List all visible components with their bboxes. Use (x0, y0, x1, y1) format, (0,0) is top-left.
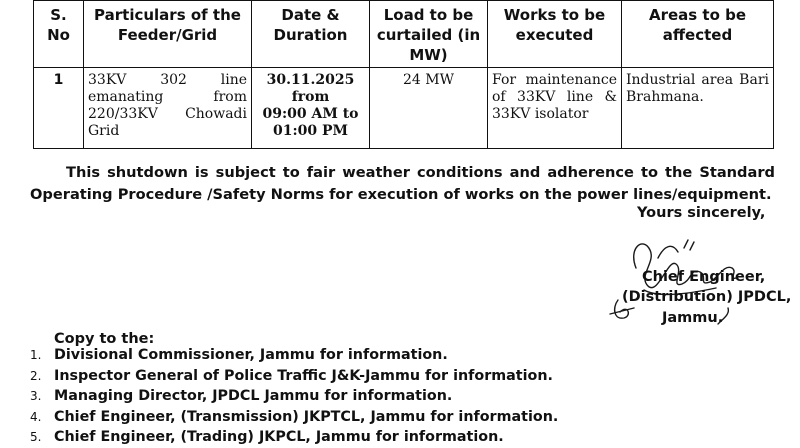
list-item (30, 386, 558, 407)
cell-areas: Industrial area Bari Brahmana. (622, 68, 774, 149)
time-from: 09:00 AM to (262, 106, 359, 122)
header-areas: Areas to be affected (622, 1, 774, 68)
closing-salutation: Yours sincerely, (637, 205, 766, 221)
copy-to-title: Copy to the: (54, 331, 155, 347)
cell-particulars: 33KV 302 line emanating from 220/33KV Chowadi Grid (84, 68, 252, 149)
item-number: 5. (30, 430, 42, 444)
cell-load: 24 MW (370, 68, 488, 149)
item-text: Chief Engineer, (Transmission) JKPTCL, Jammu for information. (54, 408, 559, 425)
signatory-designation: Chief Engineer, (642, 269, 766, 285)
item-text: Divisional Commissioner, Jammu for information. (54, 347, 448, 363)
cell-date-duration (252, 68, 370, 149)
header-particulars: Particulars of the Feeder/Grid (84, 1, 252, 68)
item-text: Inspector General of Police Traffic J&K-Jammu for information. (54, 367, 553, 384)
item-text: Managing Director, JPDCL Jammu for information. (54, 388, 453, 404)
shutdown-schedule-table (33, 0, 774, 149)
list-item (30, 427, 558, 448)
shutdown-note: This shutdown is subject to fair weather conditions and adherence to the Standard Operating Procedure /Safety Norms for execution of works on the power lines/equipment. (30, 164, 775, 203)
cell-works: For maintenance of 33KV line & 33KV isolator (488, 68, 622, 149)
table-row (34, 68, 774, 149)
header-date-duration: Date & Duration (252, 1, 370, 68)
from-label: from (291, 89, 330, 105)
item-number: 2. (30, 368, 42, 383)
list-item (30, 345, 558, 366)
header-load: Load to be curtailed (in MW) (370, 1, 488, 68)
cell-sno: 1 (34, 68, 84, 149)
signatory-location: Jammu. (662, 310, 724, 326)
item-number: 3. (30, 389, 42, 403)
date-value: 30.11.2025 (266, 72, 355, 88)
item-text: Chief Engineer, (Trading) JKPCL, Jammu for information. (54, 429, 504, 445)
signatory-department: (Distribution) JPDCL, (622, 289, 792, 305)
item-number: 1. (30, 348, 42, 362)
header-works: Works to be executed (488, 1, 622, 68)
list-item (30, 366, 558, 387)
item-number: 4. (30, 409, 42, 424)
table-header-row (34, 1, 774, 68)
header-sno: S. No (34, 1, 84, 68)
copy-to-list (30, 345, 558, 448)
time-to: 01:00 PM (272, 123, 349, 139)
list-item (30, 407, 558, 428)
